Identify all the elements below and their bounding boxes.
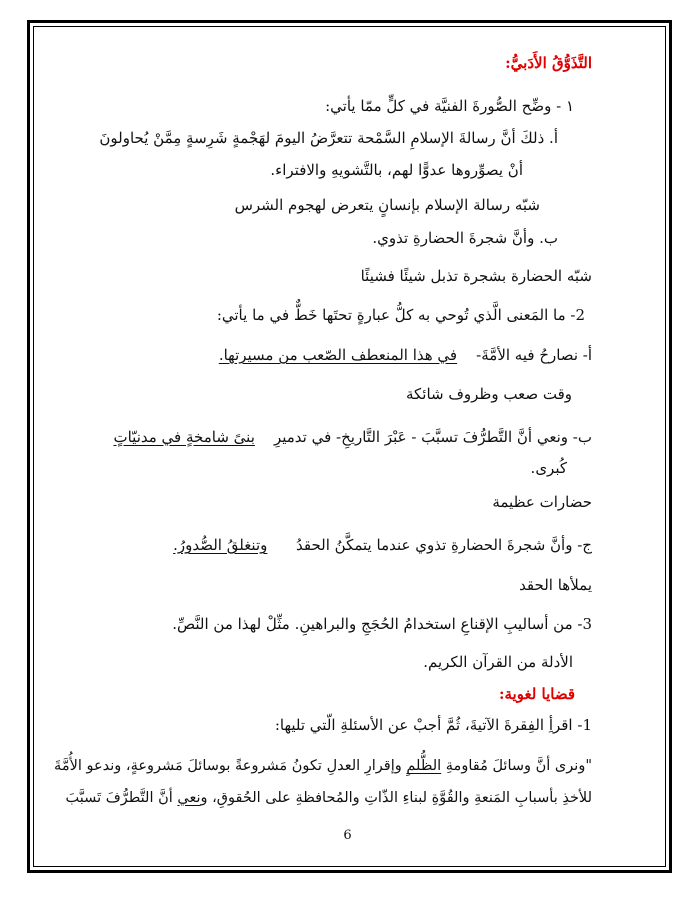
paragraph-line-2 (66, 788, 592, 808)
question-1: ١ - وضِّح الصُّورةَ الفنيَّة في كلٍّ ممّا يأتي: (325, 97, 574, 115)
question-1b-answer: شبّه الحضارة بشجرة تذبل شيئًا فشيئًا (360, 267, 592, 285)
question-2b-line2: كُبرى. (530, 459, 567, 477)
paragraph-line-1 (54, 756, 592, 776)
paragraph-line-2-end: أنَّ التَّطرُّفَ تَسبَّبَ (65, 790, 173, 806)
question-2a-text: أ- نصارحُ فيه الأمَّةَ- (476, 346, 592, 364)
question-2a (219, 345, 592, 365)
question-2a-underlined: في هذا المنعطف الصّعب من مسيرتها. (218, 346, 458, 364)
question-2: 2- ما المَعنى الَّذي تُوحي به كلُّ عبارةٍ تحتَها خَطٌّ في ما يأتي: (216, 306, 585, 324)
question-2c-text: ج- وأنَّ شجرةَ الحضارةِ تذوي عندما يتمكَّنُ الحقدُ (296, 536, 592, 554)
question-2b-line1 (113, 427, 592, 447)
question-3: 3- من أساليبِ الإقناعِ استخدامُ الحُجَجِ والبراهينِ. مثِّلْ لهذا من النَّصِّ. (172, 615, 592, 633)
question-3-answer: الأدلة من القرآن الكريم. (423, 653, 573, 671)
question-1b: ب. وأنَّ شجرةَ الحضارةِ تذوي. (372, 229, 558, 247)
question-2a-answer: وقت صعب وظروف شائكة (405, 385, 572, 403)
paragraph-line-1-start: "ونرى أنَّ وسائلَ مُقاومةِ (445, 758, 592, 774)
section-title-language-issues: قضايا لغوية: (498, 685, 575, 703)
language-question-1: 1- اقرأِ الفِقرةَ الآتيةَ، ثُمَّ أجبْ عن الأسئلةِ الّتي تليها: (274, 716, 592, 734)
question-2b-underlined: بنىً شامخةٍ في مدنيّاتٍ (113, 428, 255, 446)
section-title-literary-appreciation: التَّذَوُّقُ الأَدَبيُّ: (505, 54, 592, 72)
question-1a-line2: أنْ يصوِّروها عدوًّا لهم، بالتَّشويهِ والافتراء. (270, 161, 523, 179)
paragraph-line-2-start: للأخذِ بأسبابِ المَنعةِ والقُوَّةِ لبناءِ الذّاتِ والمُحافظةِ على الحُقوقِ، و (200, 790, 592, 806)
question-1a-answer: شبّه رسالة الإسلام بإنسانٍ يتعرض لهجوم الشرس (234, 196, 540, 214)
question-1a-line1: أ. ذلكَ أنَّ رسالةَ الإسلامِ السَّمْحة تتعرَّضُ اليومَ لهَجْمةٍ شَرِسةٍ مِمَّنْ يُحاولونَ (99, 129, 558, 147)
question-2c-underlined: وتنغلقُ الصُّدورُ. (173, 536, 268, 554)
question-2b-text: ب- ونعي أنَّ التَّطرُّفَ تسبَّبَ - عَبْرَ التَّاريخِ- في تدميرِ (273, 428, 592, 446)
question-2b-answer: حضارات عظيمة (492, 493, 592, 511)
paragraph-line-1-end: وإقرارِ العدلِ تكونُ مَشروعةً بوسائلَ مَشروعةٍ، وندعو الأُمَّةَ (54, 758, 402, 774)
paragraph-line-1-underlined: الظُّلمِ (406, 758, 442, 774)
question-2c (173, 535, 592, 555)
page-number: 6 (343, 828, 352, 843)
paragraph-line-2-underlined: نعي (177, 790, 201, 806)
question-2c-answer: يملأها الحقد (519, 576, 592, 594)
